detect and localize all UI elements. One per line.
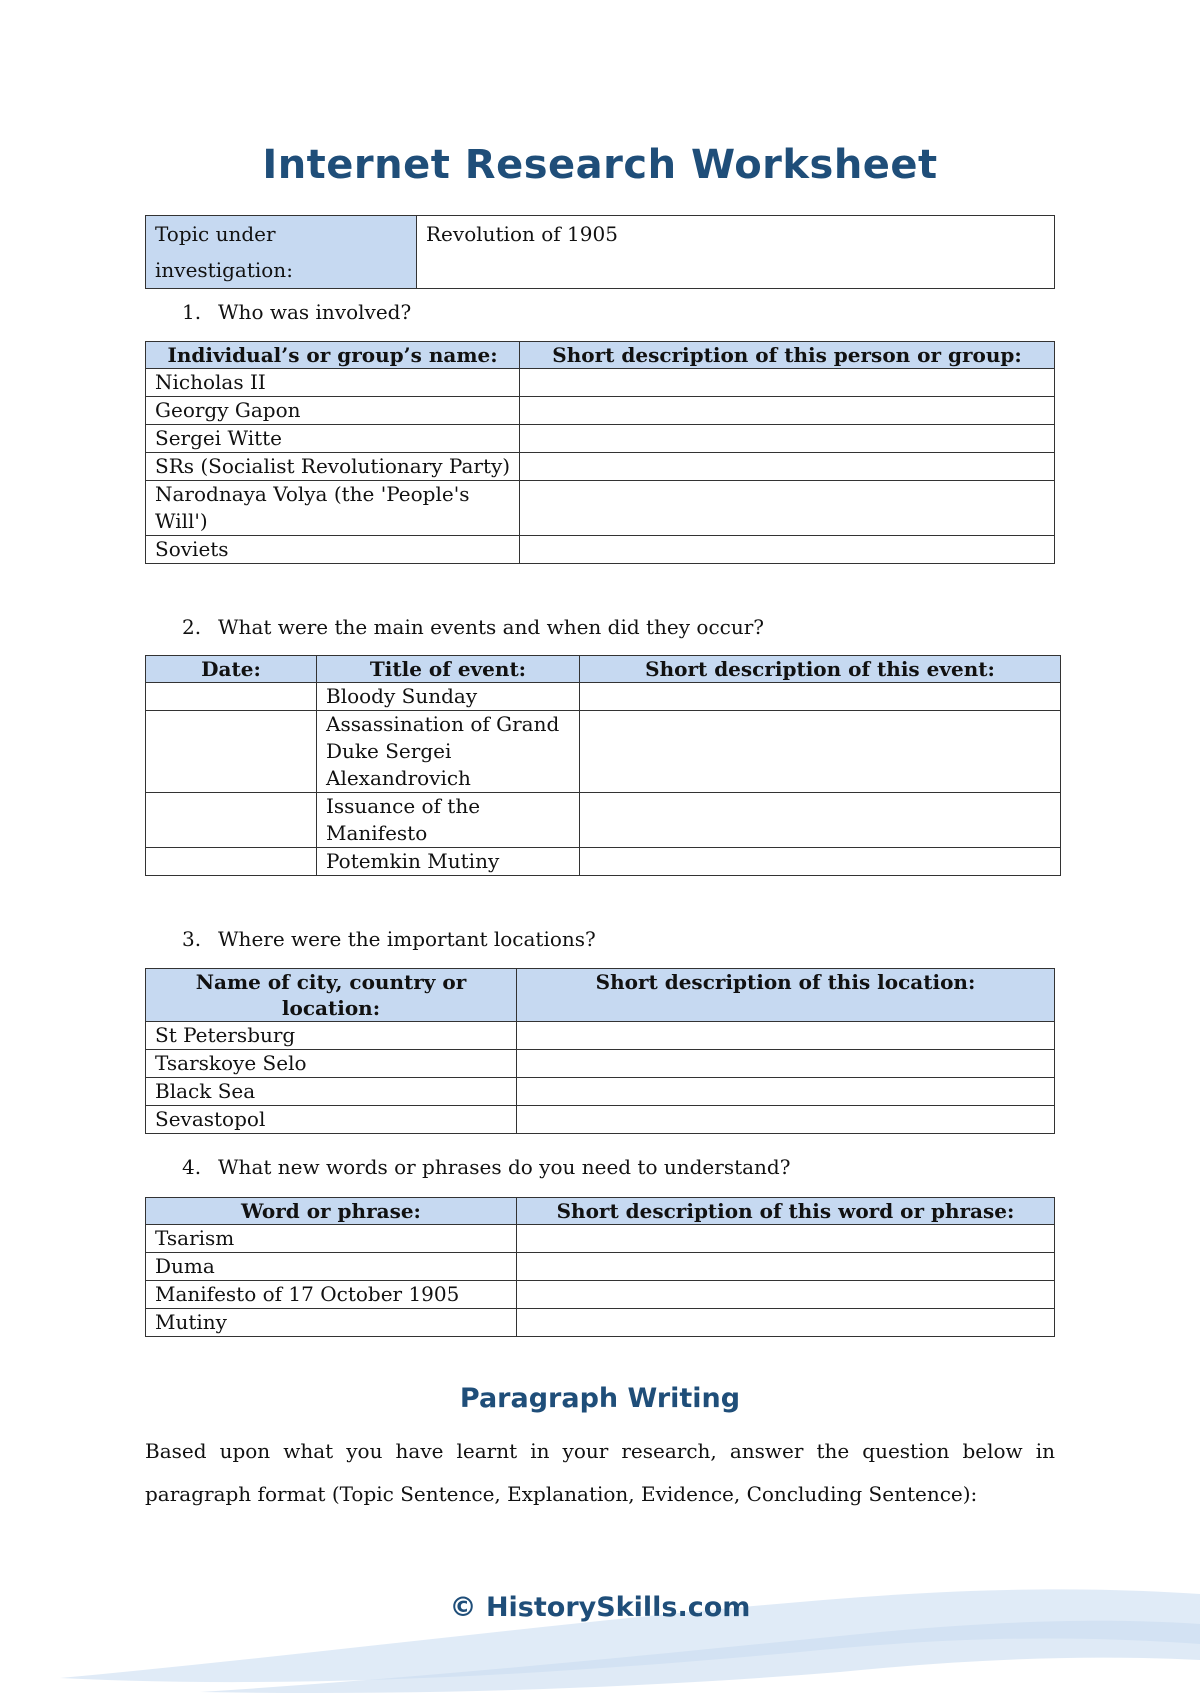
question-3 — [182, 927, 596, 951]
name-cell: Nicholas II — [146, 369, 520, 397]
table-row — [146, 711, 1061, 793]
description-cell[interactable] — [580, 711, 1061, 793]
table-row — [146, 397, 1055, 425]
table-row — [146, 481, 1055, 536]
people-table — [145, 341, 1055, 564]
table-row — [146, 453, 1055, 481]
question-number: 4. — [182, 1155, 202, 1179]
location-cell: Black Sea — [146, 1078, 517, 1106]
column-header: Word or phrase: — [146, 1198, 517, 1225]
event-title-cell: Bloody Sunday — [317, 683, 580, 711]
description-cell[interactable] — [520, 369, 1055, 397]
question-2 — [182, 615, 764, 639]
column-header: Individual’s or group’s name: — [146, 342, 520, 369]
name-cell: Narodnaya Volya (the 'People's Will') — [146, 481, 520, 536]
description-cell[interactable] — [517, 1309, 1055, 1337]
description-cell[interactable] — [520, 453, 1055, 481]
column-header: Short description of this event: — [580, 656, 1061, 683]
location-cell: Tsarskoye Selo — [146, 1050, 517, 1078]
column-header: Title of event: — [317, 656, 580, 683]
description-cell[interactable] — [520, 397, 1055, 425]
column-header: Name of city, country or location: — [146, 969, 517, 1022]
question-number: 3. — [182, 927, 202, 951]
date-cell[interactable] — [146, 683, 317, 711]
name-cell: Sergei Witte — [146, 425, 520, 453]
description-cell[interactable] — [520, 536, 1055, 564]
table-row — [146, 1078, 1055, 1106]
date-cell[interactable] — [146, 793, 317, 848]
description-cell[interactable] — [517, 1022, 1055, 1050]
event-title-cell: Assassination of Grand Duke Sergei Alexandrovich — [317, 711, 580, 793]
question-1 — [182, 300, 411, 324]
description-cell[interactable] — [517, 1050, 1055, 1078]
column-header: Short description of this word or phrase: — [517, 1198, 1055, 1225]
description-cell[interactable] — [517, 1078, 1055, 1106]
table-row — [146, 369, 1055, 397]
description-cell[interactable] — [517, 1253, 1055, 1281]
word-cell: Mutiny — [146, 1309, 517, 1337]
question-number: 1. — [182, 300, 202, 324]
description-cell[interactable] — [520, 425, 1055, 453]
table-row — [146, 793, 1061, 848]
description-cell[interactable] — [517, 1106, 1055, 1134]
table-row — [146, 536, 1055, 564]
location-cell: Sevastopol — [146, 1106, 517, 1134]
column-header: Date: — [146, 656, 317, 683]
table-row — [146, 1225, 1055, 1253]
table-row — [146, 683, 1061, 711]
decorative-wave — [0, 1560, 1200, 1696]
table-row — [146, 1309, 1055, 1337]
description-cell[interactable] — [580, 848, 1061, 876]
question-number: 2. — [182, 615, 202, 639]
paragraph-heading: Paragraph Writing — [459, 1383, 741, 1414]
description-cell[interactable] — [517, 1281, 1055, 1309]
word-cell: Tsarism — [146, 1225, 517, 1253]
location-cell: St Petersburg — [146, 1022, 517, 1050]
name-cell: Georgy Gapon — [146, 397, 520, 425]
table-row — [146, 1253, 1055, 1281]
name-cell: Soviets — [146, 536, 520, 564]
description-cell[interactable] — [580, 683, 1061, 711]
table-row — [146, 848, 1061, 876]
paragraph-instructions: Based upon what you have learnt in your research, answer the question below in paragraph format (Topic Sentence, Explanation, Evidence, Concluding Sentence): — [145, 1439, 1055, 1506]
table-row — [146, 1106, 1055, 1134]
column-header: Short description of this location: — [517, 969, 1055, 1022]
question-text: What new words or phrases do you need to understand? — [218, 1155, 791, 1179]
date-cell[interactable] — [146, 711, 317, 793]
question-text: Who was involved? — [218, 300, 412, 324]
description-cell[interactable] — [517, 1225, 1055, 1253]
date-cell[interactable] — [146, 848, 317, 876]
events-table — [145, 655, 1061, 876]
locations-table — [145, 968, 1055, 1134]
question-4 — [182, 1155, 790, 1179]
description-cell[interactable] — [580, 793, 1061, 848]
topic-value: Revolution of 1905 — [417, 216, 1055, 289]
topic-label: Topic under investigation: — [146, 216, 417, 289]
footer-copyright[interactable]: © HistorySkills.com — [449, 1592, 751, 1623]
word-cell: Manifesto of 17 October 1905 — [146, 1281, 517, 1309]
description-cell[interactable] — [520, 481, 1055, 536]
table-row — [146, 1022, 1055, 1050]
event-title-cell: Potemkin Mutiny — [317, 848, 580, 876]
page-title: Internet Research Worksheet — [262, 142, 938, 188]
question-text: Where were the important locations? — [218, 927, 596, 951]
table-row — [146, 1281, 1055, 1309]
table-row — [146, 1050, 1055, 1078]
table-row — [146, 425, 1055, 453]
topic-table — [145, 215, 1055, 289]
question-text: What were the main events and when did they occur? — [218, 615, 765, 639]
words-table — [145, 1197, 1055, 1337]
column-header: Short description of this person or group: — [520, 342, 1055, 369]
event-title-cell: Issuance of the Manifesto — [317, 793, 580, 848]
word-cell: Duma — [146, 1253, 517, 1281]
name-cell: SRs (Socialist Revolutionary Party) — [146, 453, 520, 481]
